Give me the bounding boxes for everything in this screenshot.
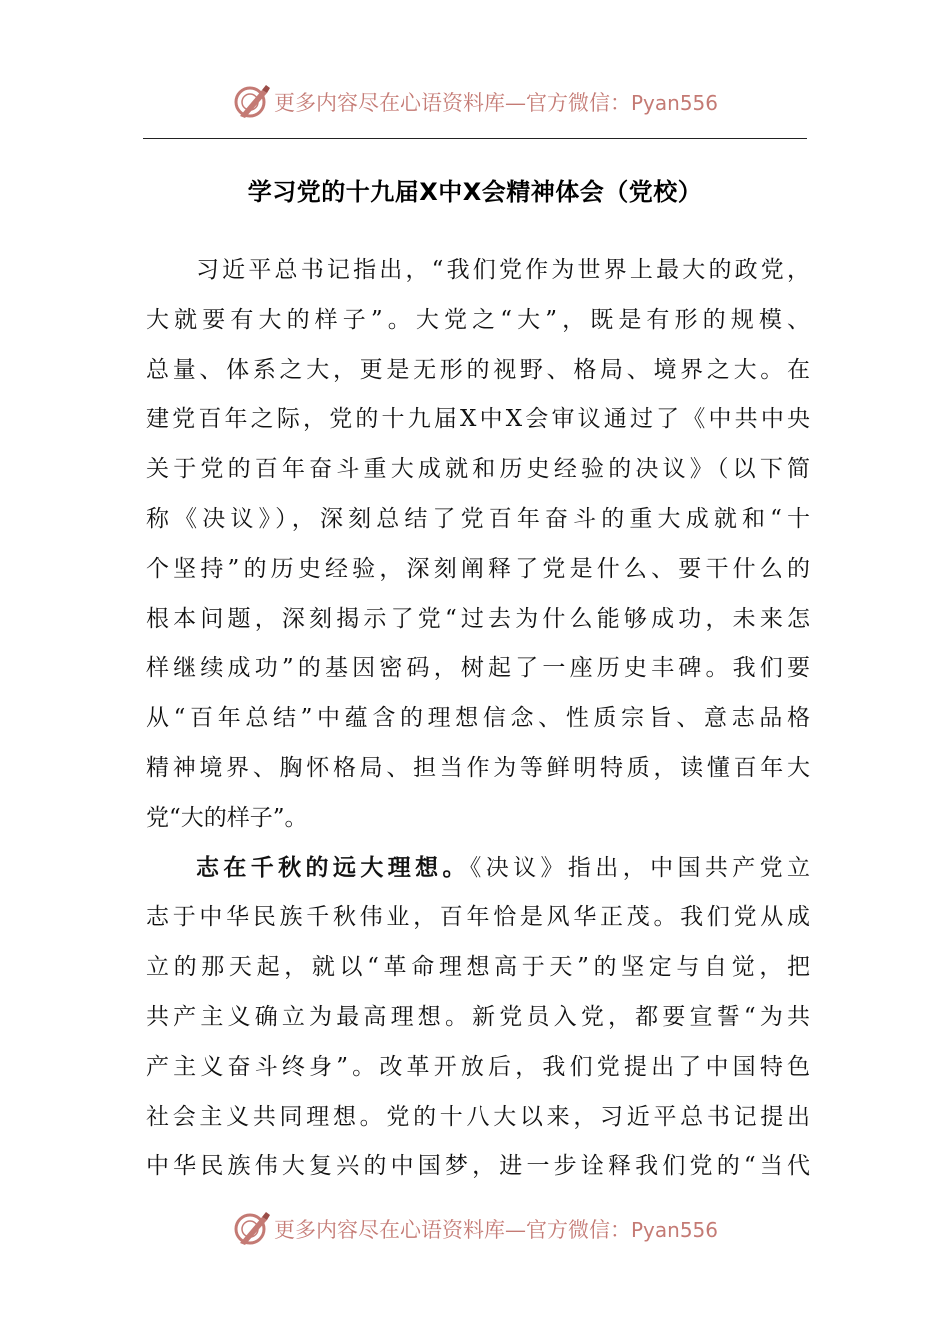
- paragraph-1-line-1: 习近平总书记指出，“我们党作为世界上最大的政党，: [196, 257, 810, 283]
- header-banner-text: 更多内容尽在心语资料库—官方微信：Pyan556: [273, 91, 718, 115]
- paragraph-1-line-5: 关于党的百年奋斗重大成就和历史经验的决议》（以下简: [146, 456, 810, 483]
- paragraph-1-line-2: 大就要有大的样子”。大党之“大”，既是有形的规模、: [146, 306, 810, 333]
- paragraph-2-line-2: 志于中华民族千秋伟业，百年恰是风华正茂。我们党从成: [146, 904, 810, 931]
- paragraph-2-line-4: 共产主义确立为最高理想。新党员入党，都要宣誓“为共: [146, 1003, 810, 1030]
- paragraph-1-line-8: 根本问题，深刻揭示了党“过去为什么能够成功，未来怎: [146, 605, 810, 632]
- header-divider: [143, 138, 807, 139]
- header-watermark-banner: [0, 82, 950, 122]
- paragraph-2-line-5: 产主义奋斗终身”。改革开放后，我们党提出了中国特色: [146, 1053, 810, 1080]
- paragraph-1-line-4: 建党百年之际，党的十九届X中X会审议通过了《中共中央: [146, 406, 810, 433]
- paragraph-1-line-7: 个坚持”的历史经验，深刻阐释了党是什么、要干什么的: [146, 555, 810, 582]
- footer-banner-text: 更多内容尽在心语资料库—官方微信：Pyan556: [273, 1218, 718, 1242]
- paragraph-2-first-text: 《决议》指出，中国共产党立: [469, 854, 810, 881]
- paragraph-2-line-3: 立的那天起，就以“革命理想高于天”的坚定与自觉，把: [146, 954, 810, 981]
- wechat-handle: Pyan556: [630, 91, 718, 115]
- paragraph-1-line-11: 精神境界、胸怀格局、担当作为等鲜明特质，读懂百年大: [146, 754, 810, 781]
- footer-watermark-banner: [0, 1209, 950, 1249]
- paragraph-1-line-12: 党“大的样子”。: [146, 804, 308, 831]
- pen-logo-icon: [232, 82, 272, 122]
- paragraph-2-line-6: 社会主义共同理想。党的十八大以来，习近平总书记提出: [146, 1103, 810, 1130]
- paragraph-1-line-9: 样继续成功”的基因密码，树起了一座历史丰碑。我们要: [146, 655, 810, 682]
- wechat-handle: Pyan556: [630, 1218, 718, 1242]
- paragraph-1-line-3: 总量、体系之大，更是无形的视野、格局、境界之大。在: [146, 356, 810, 383]
- paragraph-1-line-6: 称《决议》），深刻总结了党百年奋斗的重大成就和“十: [146, 505, 810, 532]
- paragraph-2-line-7: 中华民族伟大复兴的中国梦，进一步诠释我们党的“当代: [146, 1153, 810, 1180]
- pen-logo-icon: [232, 1209, 272, 1249]
- document-title: 学习党的十九届X中X会精神体会（党校）: [247, 178, 703, 206]
- paragraph-1-line-10: 从“百年总结”中蕴含的理想信念、性质宗旨、意志品格: [146, 705, 810, 732]
- paragraph-2-lead-heading: 志在千秋的远大理想。: [196, 854, 470, 881]
- paragraph-2-line-1: [146, 844, 810, 894]
- document-body: [146, 246, 810, 1192]
